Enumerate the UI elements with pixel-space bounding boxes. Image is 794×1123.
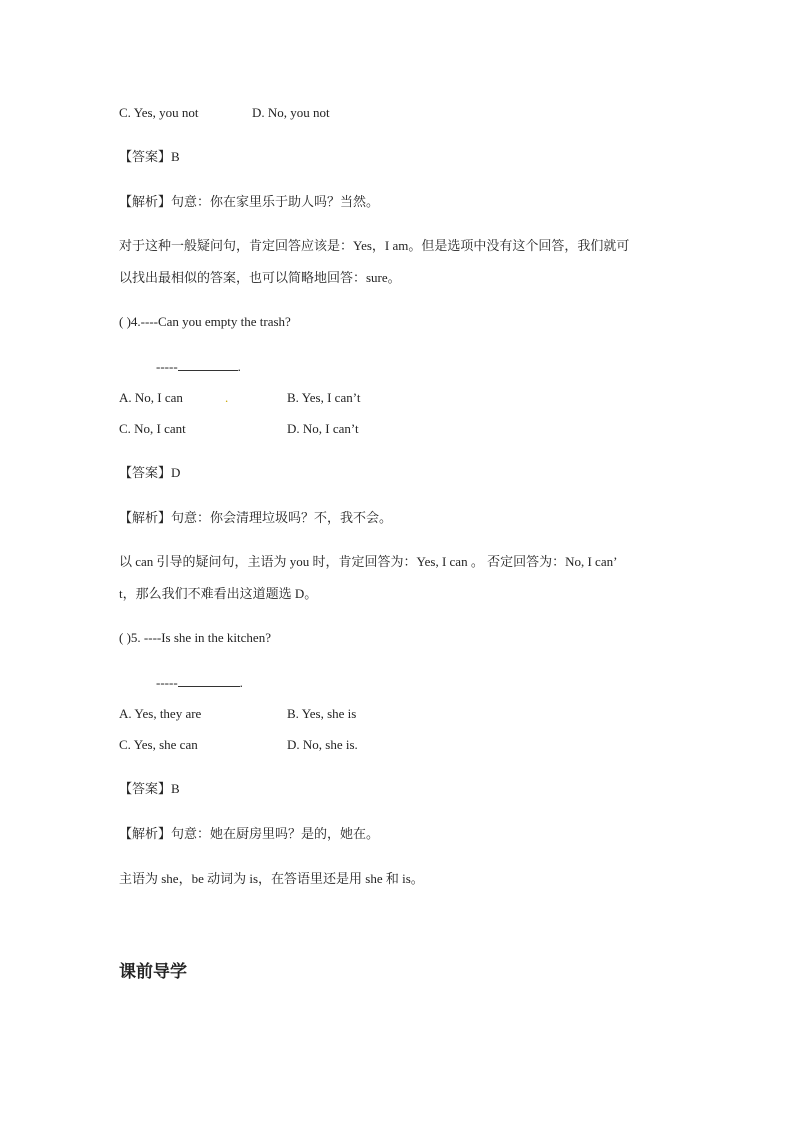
q4-option-d: D. No, I can’t	[287, 421, 359, 436]
q4-reply-prefix: -----	[156, 359, 178, 374]
q3-explain-line1: 对于这种一般疑问句，肯定回答应该是：Yes，I am。但是选项中没有这个回答，我们就可	[119, 238, 630, 253]
section-heading: 课前导学	[119, 962, 187, 982]
q5-option-b: B. Yes, she is	[287, 706, 357, 721]
q4-question: ( )4.---‐Can you empty the trash?	[119, 314, 291, 329]
q3-option-c: C. Yes, you not	[119, 105, 199, 120]
q4-explain-line2: t，那么我们不难看出这道题选 D。	[119, 586, 318, 601]
q5-answer-blank	[178, 674, 240, 687]
q3-option-d-wrap	[252, 105, 330, 121]
q5-option-d: D. No, she is.	[287, 737, 358, 752]
q3-explain-line2: 以找出最相似的答案，也可以简略地回答：sure。	[119, 270, 401, 285]
q5-option-c: C. Yes, she can	[119, 737, 198, 752]
q4-option-a: A. No, I can	[119, 390, 183, 405]
q5-reply-suffix: .	[239, 675, 243, 690]
q3-options-cd	[119, 105, 198, 121]
q3-analysis: 【解析】句意：你在家里乐于助人吗？当然。	[119, 194, 380, 209]
q4-answer-blank	[178, 358, 238, 371]
q3-option-d: D. No, you not	[252, 105, 330, 120]
q4-option-b: B. Yes, I can’t	[287, 390, 361, 405]
q5-option-a: A. Yes, they are	[119, 706, 202, 721]
q4-reply-suffix: .	[237, 359, 241, 374]
q4-option-c: C. No, I cant	[119, 421, 186, 436]
q5-reply	[156, 674, 243, 691]
q4-analysis: 【解析】句意：你会清理垃圾吗？不，我不会。	[119, 510, 393, 525]
q5-reply-prefix: ----‐	[156, 675, 178, 690]
q4-mark: .	[225, 390, 229, 405]
q4-reply	[156, 358, 241, 375]
q5-question: ( )5. ----Is she in the kitchen?	[119, 630, 271, 645]
q4-answer: 【答案】D	[119, 465, 181, 480]
q5-answer: 【答案】B	[119, 781, 180, 796]
q5-explain: 主语为 she，be 动词为 is，在答语里还是用 she 和 is。	[119, 871, 424, 886]
q4-explain-line1: 以 can 引导的疑问句，主语为 you 时，肯定回答为：Yes, I can 。 否定回答为：No, I can’	[119, 554, 618, 569]
q3-answer: 【答案】B	[119, 149, 180, 164]
q5-analysis: 【解析】句意：她在厨房里吗？是的，她在。	[119, 826, 380, 841]
